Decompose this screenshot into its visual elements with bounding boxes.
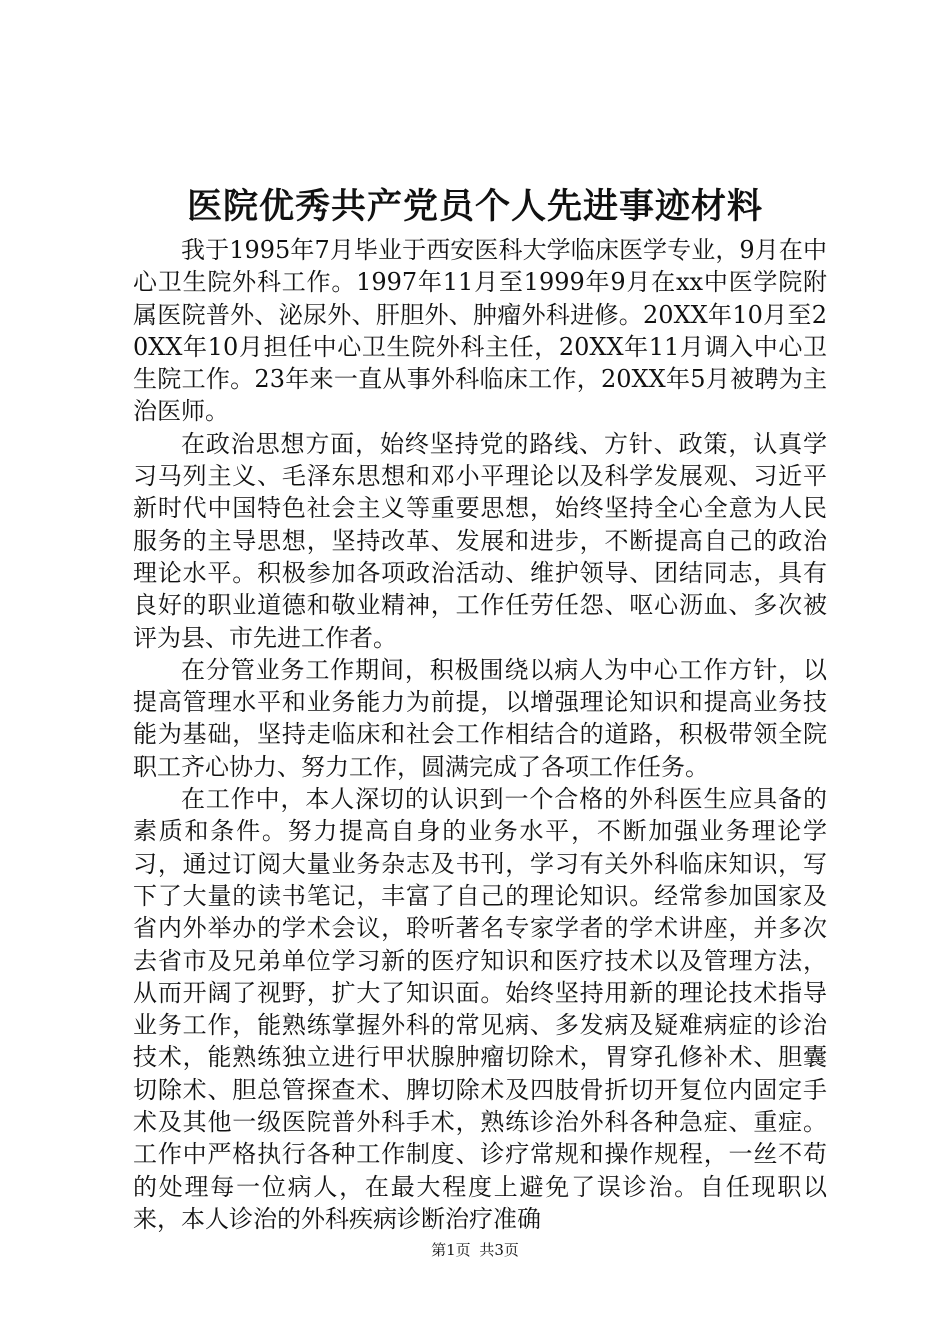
paragraph-4: 在工作中，本人深切的认识到一个合格的外科医生应具备的素质和条件。努力提高自身的业务水平，不断加强业务理论学习，通过订阅大量业务杂志及书刊，学习有关外科临床知识，写下了大量的读书笔记，丰富了自己的理论知识。经常参加国家及省内外举办的学术会议，聆听著名专家学者的学术讲座，并多次去省市及兄弟单位学习新的医疗知识和医疗技术以及管理方法，从而开阔了视野，扩大了知识面。始终坚持用新的理论技术指导业务工作，能熟练掌握外科的常见病、多发病及疑难病症的诊治技术，能熟练独立进行甲状腺肿瘤切除术，胃穿孔修补术、胆囊切除术、胆总管探查术、脾切除术及四肢骨折切开复位内固定手术及其他一级医院普外科手术，熟练诊治外科各种急症、重症。工作中严格执行各种工作制度、诊疗常规和操作规程，一丝不苟的处理每一位病人，在最大程度上避免了误诊治。自任现职以来，本人诊治的外科疾病诊断治疗准确 — [133, 785, 827, 1233]
document-title: 医院优秀共产党员个人先进事迹材料 — [186, 186, 763, 227]
paragraph-3: 在分管业务工作期间，积极围绕以病人为中心工作方针，以提高管理水平和业务能力为前提，以增强理论知识和提高业务技能为基础，坚持走临床和社会工作相结合的道路，积极带领全院职工齐心协力、努力工作，圆满完成了各项工作任务。 — [133, 655, 827, 781]
document-body — [133, 234, 827, 1235]
page-number-footer: 第1页 共3页 — [431, 1241, 519, 1259]
paragraph-2: 在政治思想方面，始终坚持党的路线、方针、政策，认真学习马列主义、毛泽东思想和邓小平理论以及科学发展观、习近平新时代中国特色社会主义等重要思想，始终坚持全心全意为人民服务的主导思想，坚持改革、发展和进步，不断提高自己的政治理论水平。积极参加各项政治活动、维护领导、团结同志，具有良好的职业道德和敬业精神，工作任劳任怨、呕心沥血、多次被评为县、市先进工作者。 — [133, 429, 827, 652]
paragraph-1: 我于1995年7月毕业于西安医科大学临床医学专业，9月在中心卫生院外科工作。1997年11月至1999年9月在xx中医学院附属医院普外、泌尿外、肝胆外、肿瘤外科进修。20XX年10月至20XX年10月担任中心卫生院外科主任，20XX年11月调入中心卫生院工作。23年来一直从事外科临床工作，20XX年5月被聘为主治医师。 — [133, 236, 827, 426]
